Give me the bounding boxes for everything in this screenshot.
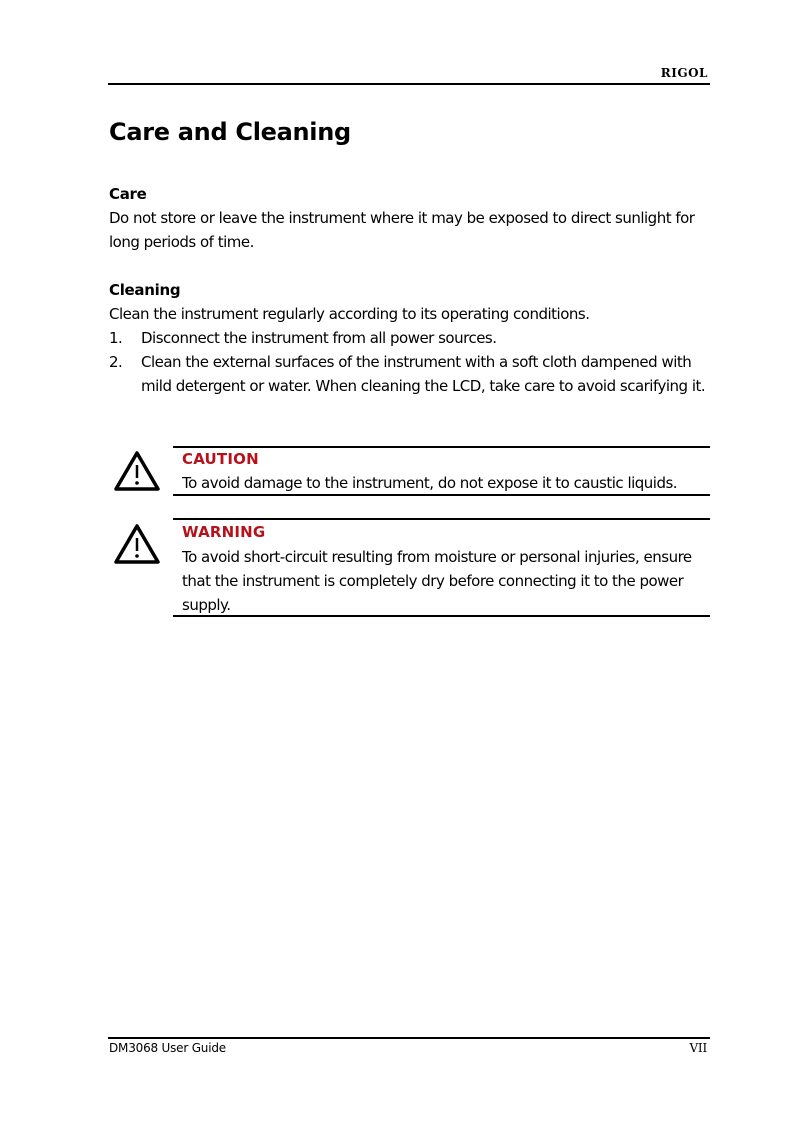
caution-top-rule xyxy=(173,446,710,448)
footer-rule xyxy=(108,1037,710,1039)
page-title: Care and Cleaning xyxy=(109,118,351,146)
care-text: Do not store or leave the instrument where it may be exposed to direct sunlight for long periods of time. xyxy=(109,209,695,251)
header-rule xyxy=(108,83,710,85)
header-brand: RIGOL xyxy=(660,66,708,80)
list-item xyxy=(109,350,709,398)
caution-text: To avoid damage to the instrument, do not expose it to caustic liquids. xyxy=(182,474,678,492)
list-item-number: 1. xyxy=(109,329,123,347)
warning-bottom-rule xyxy=(173,615,710,617)
cleaning-heading: Cleaning xyxy=(109,281,181,299)
warning-label: WARNING xyxy=(182,523,266,541)
list-item-text: Clean the external surfaces of the instrument with a soft cloth dampened with mild detergent or water. When cleaning the LCD, take care to avoid scarifying it. xyxy=(141,353,706,395)
caution-bottom-rule xyxy=(173,494,710,496)
list-item-number: 2. xyxy=(109,353,123,371)
caution-label: CAUTION xyxy=(182,450,259,468)
care-heading: Care xyxy=(109,185,147,203)
footer-doc-name: DM3068 User Guide xyxy=(109,1041,226,1055)
cleaning-steps-list xyxy=(109,326,709,398)
warning-top-rule xyxy=(173,518,710,520)
footer-page-number: VII xyxy=(689,1041,707,1055)
warning-text: To avoid short-circuit resulting from moisture or personal injuries, ensure that the instrument is completely dry before connecting it to the power supply. xyxy=(182,548,692,614)
warning-triangle-icon xyxy=(112,522,162,566)
list-item-text: Disconnect the instrument from all power sources. xyxy=(141,329,497,347)
cleaning-intro: Clean the instrument regularly according to its operating conditions. xyxy=(109,305,590,323)
warning-triangle-icon xyxy=(112,449,162,493)
list-item xyxy=(109,326,709,350)
